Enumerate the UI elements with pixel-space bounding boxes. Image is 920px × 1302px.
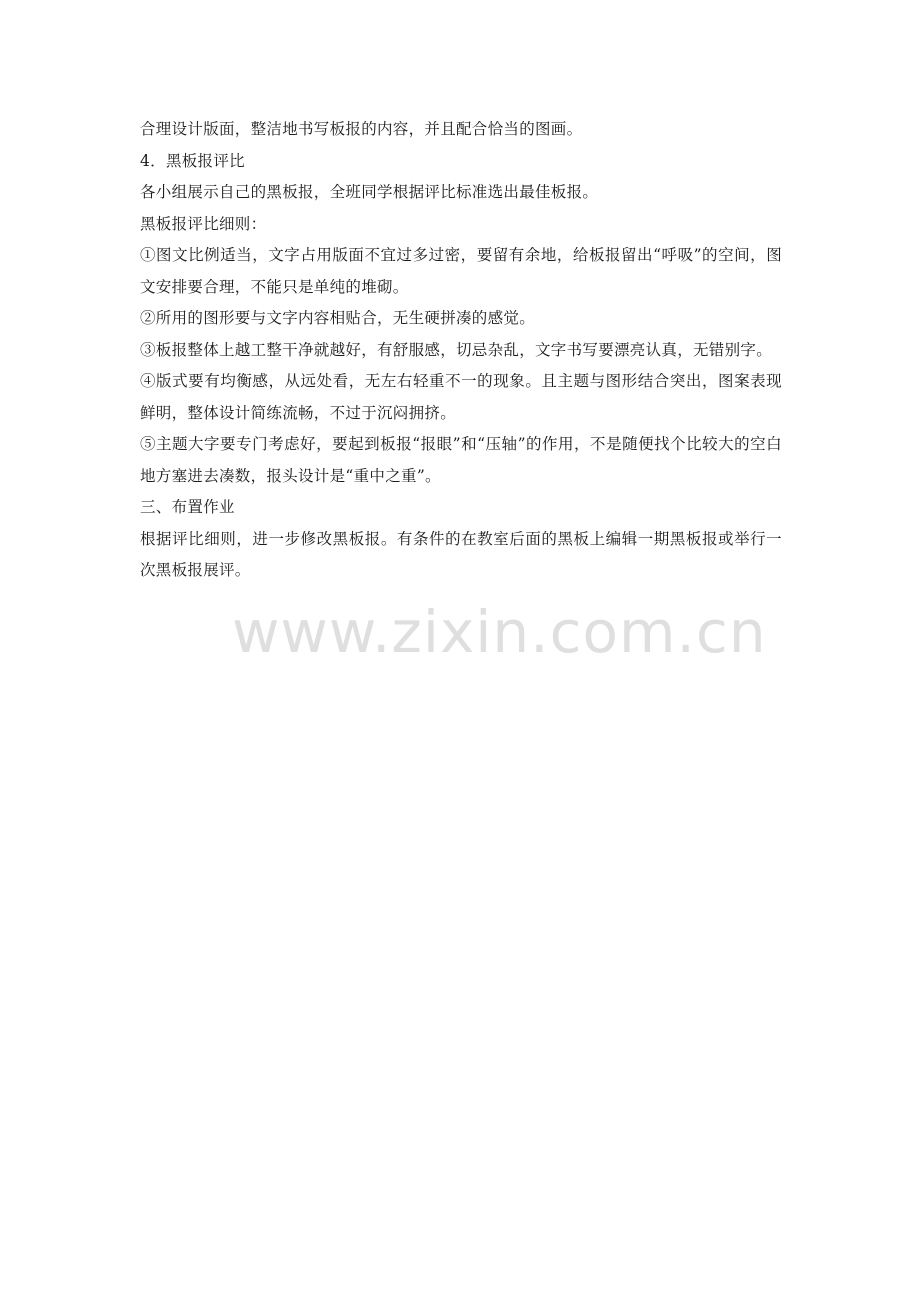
section-heading-blackboard-contest: 4．黑板报评比 bbox=[140, 151, 245, 170]
paragraph-criteria-heading: 黑板报评比细则： bbox=[140, 214, 267, 233]
section-heading-homework: 三、布置作业 bbox=[140, 498, 235, 516]
paragraph-homework: 根据评比细则，进一步修改黑板报。有条件的在教室后面的黑板上编辑一期黑板报或举行一次黑板报展评。 bbox=[140, 529, 782, 579]
watermark: www.zixin.com.cn bbox=[232, 598, 767, 666]
criteria-item-3: ③板报整体上越工整干净就越好，有舒服感，切忌杂乱，文字书写要漂亮认真，无错别字。 bbox=[140, 340, 773, 359]
criteria-item-5: ⑤主题大字要专门考虑好，要起到板报“报眼”和“压轴”的作用，不是随便找个比较大的空白地方塞进去凑数，报头设计是“重中之重”。 bbox=[140, 435, 782, 485]
paragraph-contest-description: 各小组展示自己的黑板报，全班同学根据评比标准选出最佳板报。 bbox=[140, 183, 599, 201]
criteria-item-2: ②所用的图形要与文字内容相贴合，无生硬拼凑的感觉。 bbox=[140, 309, 536, 327]
criteria-item-1: ①图文比例适当，文字占用版面不宜过多过密，要留有余地，给板报留出“呼吸”的空间，图文安排要合理，不能只是单纯的堆砌。 bbox=[140, 246, 782, 296]
paragraph-layout-intro: 合理设计版面，整洁地书写板报的内容，并且配合恰当的图画。 bbox=[140, 120, 583, 138]
document-body bbox=[140, 114, 782, 587]
criteria-item-4: ④版式要有均衡感，从远处看，无左右轻重不一的现象。且主题与图形结合突出，图案表现鲜明，整体设计简练流畅，不过于沉闷拥挤。 bbox=[140, 372, 782, 422]
